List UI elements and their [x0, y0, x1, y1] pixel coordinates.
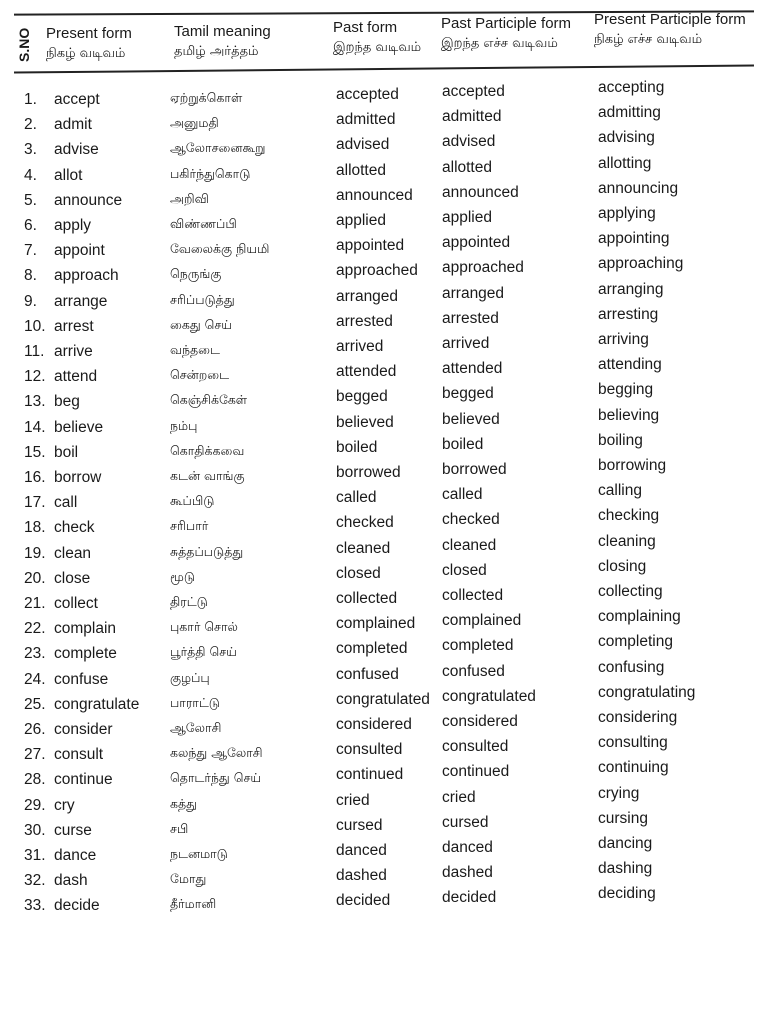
past-form: complained	[336, 615, 416, 633]
tamil-meaning: விண்ணப்பி	[170, 216, 237, 231]
past-form: called	[336, 489, 377, 507]
past-form: accepted	[336, 86, 399, 103]
present-participle-form: begging	[598, 381, 654, 399]
row-number: 30.	[24, 821, 46, 839]
present-form: arrange	[54, 292, 108, 310]
header-past-en: Past form	[333, 19, 398, 36]
row-number: 28.	[24, 771, 46, 789]
tamil-meaning: கெஞ்சிக்கேள்	[170, 392, 248, 408]
past-participle-form: begged	[442, 385, 494, 403]
present-form: advise	[54, 141, 99, 159]
row-number: 2.	[24, 116, 37, 134]
past-form: cleaned	[336, 539, 391, 557]
present-participle-form: approaching	[598, 255, 684, 273]
present-form: congratulate	[54, 695, 140, 713]
tamil-meaning: குழப்பு	[170, 669, 210, 685]
past-participle-form: cleaned	[442, 536, 497, 554]
header-ing-ta: நிகழ் எச்ச வடிவம்	[594, 32, 703, 47]
present-form: complete	[54, 645, 117, 663]
past-form: considered	[336, 716, 412, 733]
present-form: beg	[54, 393, 80, 411]
past-form: danced	[336, 842, 387, 859]
past-form: arrived	[336, 338, 384, 355]
past-form: confused	[336, 665, 399, 683]
past-participle-form: cursed	[442, 813, 489, 831]
present-participle-form: consulting	[598, 734, 668, 752]
row-number: 26.	[24, 721, 46, 738]
tamil-meaning: சபி	[170, 820, 189, 836]
past-participle-form: advised	[442, 133, 496, 151]
past-participle-form: danced	[442, 839, 493, 856]
tamil-meaning: ஏற்றுக்கொள்	[170, 90, 243, 105]
present-participle-form: applying	[598, 205, 656, 222]
present-participle-form: continuing	[598, 759, 669, 777]
past-participle-form: dashed	[442, 864, 493, 882]
present-form: complain	[54, 620, 117, 638]
past-form: allotted	[336, 161, 386, 179]
tamil-meaning: அறிவி	[170, 190, 209, 206]
present-participle-form: confusing	[598, 658, 665, 676]
present-form: consult	[54, 746, 104, 764]
row-number: 19.	[24, 544, 46, 562]
tamil-meaning: நம்பு	[170, 417, 198, 433]
past-form: begged	[336, 388, 388, 406]
present-form: apply	[54, 217, 92, 234]
past-form: continued	[336, 766, 404, 784]
past-participle-form: boiled	[442, 435, 484, 453]
present-form: curse	[54, 821, 92, 839]
present-form: dance	[54, 847, 97, 864]
tamil-meaning: கடன் வாங்கு	[170, 468, 245, 483]
row-number: 11.	[24, 343, 45, 360]
present-form: admit	[54, 116, 92, 134]
present-form: allot	[54, 166, 83, 184]
present-participle-form: attending	[598, 356, 662, 374]
past-participle-form: congratulated	[442, 687, 536, 705]
tamil-meaning: மோது	[170, 871, 207, 887]
tamil-meaning: கலந்து ஆலோசி	[170, 745, 263, 761]
tamil-meaning: ஆலோசனைகூறு	[170, 140, 266, 156]
past-participle-form: allotted	[442, 158, 492, 176]
past-form: dashed	[336, 867, 387, 885]
present-participle-form: dashing	[598, 860, 653, 878]
tamil-meaning: கொதிக்கவை	[170, 442, 245, 458]
past-participle-form: closed	[442, 561, 487, 579]
past-participle-form: believed	[442, 410, 500, 428]
past-form: arrested	[336, 312, 393, 330]
present-participle-form: arresting	[598, 305, 659, 323]
table-row	[0, 759, 768, 792]
present-form: arrest	[54, 317, 94, 335]
present-participle-form: cleaning	[598, 532, 656, 550]
tamil-meaning: அனுமதி	[170, 115, 219, 131]
row-number: 7.	[24, 242, 37, 260]
header-past-ta: இறந்த வடிவம்	[333, 40, 422, 55]
present-form: consider	[54, 721, 113, 738]
past-participle-form: arranged	[442, 284, 505, 302]
header-tamil-ta: தமிழ் அர்த்தம்	[174, 44, 259, 59]
past-participle-form: consulted	[442, 738, 509, 756]
row-number: 5.	[24, 191, 37, 209]
present-participle-form: calling	[598, 482, 642, 500]
past-form: advised	[336, 136, 390, 154]
row-number: 1.	[24, 91, 37, 108]
header-present-ta: நிகழ் வடிவம்	[46, 46, 126, 61]
row-number: 33.	[24, 897, 46, 915]
header-pp-en: Past Participle form	[441, 15, 572, 32]
table-row	[0, 532, 768, 566]
tamil-meaning: கத்து	[170, 795, 197, 811]
table-row	[0, 305, 768, 339]
past-participle-form: considered	[442, 713, 518, 730]
present-participle-form: allotting	[598, 154, 652, 172]
row-number: 22.	[24, 620, 46, 638]
present-form: attend	[54, 368, 98, 386]
past-participle-form: accepted	[442, 83, 505, 100]
present-form: check	[54, 519, 95, 537]
past-form: cried	[336, 791, 370, 809]
table-row	[0, 457, 768, 490]
past-form: applied	[336, 212, 386, 229]
row-number: 29.	[24, 796, 46, 814]
row-number: 12.	[24, 368, 46, 386]
present-form: close	[54, 569, 91, 587]
row-number: 21.	[24, 595, 46, 612]
row-number: 31.	[24, 847, 46, 864]
past-form: admitted	[336, 111, 396, 129]
present-form: call	[54, 494, 78, 512]
tamil-meaning: சரிப்படுத்து	[170, 291, 235, 307]
present-participle-form: crying	[598, 784, 640, 802]
row-number: 32.	[24, 872, 46, 890]
tamil-meaning: சுத்தப்படுத்து	[170, 543, 244, 559]
header-present-en: Present form	[46, 25, 132, 42]
header-sno: S.NO	[16, 27, 32, 62]
table-row	[0, 835, 768, 868]
present-participle-form: collecting	[598, 583, 663, 600]
present-participle-form: admitting	[598, 104, 661, 122]
present-participle-form: considering	[598, 709, 678, 726]
past-form: believed	[336, 413, 394, 431]
tamil-meaning: புகார் சொல்	[170, 619, 238, 635]
row-number: 10.	[24, 317, 46, 335]
past-participle-form: collected	[442, 587, 504, 604]
past-participle-form: attended	[442, 360, 503, 378]
past-participle-form: decided	[442, 889, 497, 907]
tamil-meaning: திரட்டு	[170, 594, 208, 609]
present-form: dash	[54, 872, 88, 890]
present-participle-form: arriving	[598, 331, 649, 348]
tamil-meaning: பகிர்ந்துகொடு	[170, 165, 251, 181]
past-participle-form: borrowed	[442, 461, 507, 478]
past-participle-form: complained	[442, 612, 522, 630]
past-form: arranged	[336, 287, 399, 305]
tamil-meaning: கைது செய்	[170, 316, 233, 332]
past-participle-form: arrived	[442, 335, 490, 352]
past-form: decided	[336, 892, 391, 910]
row-number: 20.	[24, 569, 46, 587]
tamil-meaning: மூடு	[170, 568, 195, 584]
tamil-meaning: நெருங்கு	[170, 266, 222, 282]
header-tamil-en: Tamil meaning	[174, 23, 271, 40]
present-form: arrive	[54, 343, 93, 360]
present-form: accept	[54, 91, 100, 108]
present-participle-form: checking	[598, 507, 660, 525]
past-participle-form: cried	[442, 788, 476, 806]
past-participle-form: appointed	[442, 234, 511, 252]
past-participle-form: arrested	[442, 309, 499, 327]
past-form: approached	[336, 262, 418, 280]
past-form: cursed	[336, 816, 383, 834]
present-participle-form: appointing	[598, 230, 670, 248]
present-form: approach	[54, 267, 119, 285]
present-form: boil	[54, 443, 79, 461]
past-form: collected	[336, 590, 398, 607]
row-number: 24.	[24, 670, 46, 688]
present-participle-form: completing	[598, 633, 673, 651]
present-participle-form: believing	[598, 406, 660, 424]
past-form: boiled	[336, 438, 378, 456]
tamil-meaning: ஆலோசி	[170, 720, 222, 735]
present-form: decide	[54, 897, 100, 915]
present-participle-form: advising	[598, 129, 655, 147]
past-participle-form: called	[442, 486, 483, 504]
present-participle-form: closing	[598, 557, 647, 575]
tamil-meaning: சரிபார்	[170, 518, 209, 534]
present-form: borrow	[54, 469, 102, 486]
past-form: appointed	[336, 237, 405, 255]
table-row	[0, 129, 768, 162]
row-number: 4.	[24, 166, 37, 184]
past-form: completed	[336, 640, 408, 658]
header-ing-en: Present Participle form	[594, 11, 746, 28]
past-form: attended	[336, 363, 397, 381]
row-number: 9.	[24, 292, 37, 310]
present-participle-form: arranging	[598, 280, 664, 298]
tamil-meaning: வேலைக்கு நியமி	[170, 241, 270, 257]
row-number: 16.	[24, 469, 46, 486]
present-participle-form: announcing	[598, 179, 679, 197]
present-form: believe	[54, 418, 104, 436]
past-participle-form: approached	[442, 259, 524, 277]
tamil-meaning: பூர்த்தி செய்	[170, 644, 237, 660]
past-participle-form: announced	[442, 183, 519, 201]
present-participle-form: congratulating	[598, 683, 696, 701]
row-number: 13.	[24, 393, 46, 411]
present-form: continue	[54, 771, 113, 789]
row-number: 18.	[24, 519, 46, 537]
tamil-meaning: கூப்பிடு	[170, 493, 215, 509]
row-number: 8.	[24, 267, 37, 285]
past-form: announced	[336, 186, 413, 204]
present-form: collect	[54, 595, 98, 612]
present-participle-form: boiling	[598, 431, 643, 449]
tamil-meaning: சென்றடை	[170, 367, 230, 383]
past-participle-form: admitted	[442, 108, 502, 126]
row-number: 15.	[24, 443, 46, 461]
table-row	[0, 784, 768, 818]
table-row	[0, 406, 768, 440]
row-number: 3.	[24, 141, 37, 159]
past-participle-form: confused	[442, 662, 505, 680]
present-participle-form: dancing	[598, 835, 653, 852]
row-number: 23.	[24, 645, 46, 663]
table-row	[0, 809, 768, 843]
present-form: cry	[54, 796, 75, 814]
present-form: announce	[54, 191, 123, 209]
tamil-meaning: தொடர்ந்து செய்	[170, 770, 262, 786]
present-participle-form: cursing	[598, 809, 648, 827]
tamil-meaning: நடனமாடு	[170, 846, 228, 861]
past-form: closed	[336, 564, 381, 582]
row-number: 25.	[24, 695, 46, 713]
present-form: clean	[54, 544, 92, 562]
row-number: 6.	[24, 217, 37, 234]
tamil-meaning: தீர்மானி	[170, 896, 217, 912]
present-participle-form: accepting	[598, 79, 665, 96]
header-pp-ta: இறந்த எச்ச வடிவம்	[441, 36, 558, 51]
present-form: appoint	[54, 242, 105, 260]
past-form: checked	[336, 514, 394, 532]
past-participle-form: completed	[442, 637, 514, 655]
row-number: 27.	[24, 746, 46, 764]
row-number: 14.	[24, 418, 46, 436]
past-form: borrowed	[336, 464, 401, 481]
past-form: congratulated	[336, 690, 430, 708]
present-form: confuse	[54, 670, 109, 688]
past-participle-form: checked	[442, 511, 500, 529]
past-participle-form: applied	[442, 209, 492, 226]
tamil-meaning: பாராட்டு	[170, 694, 220, 710]
present-participle-form: complaining	[598, 608, 681, 626]
table-row	[0, 885, 768, 918]
past-participle-form: continued	[442, 763, 510, 781]
row-number: 17.	[24, 494, 46, 512]
present-participle-form: borrowing	[598, 457, 667, 474]
tamil-meaning: வந்தடை	[170, 342, 220, 357]
past-form: consulted	[336, 741, 403, 759]
present-participle-form: deciding	[598, 885, 656, 903]
